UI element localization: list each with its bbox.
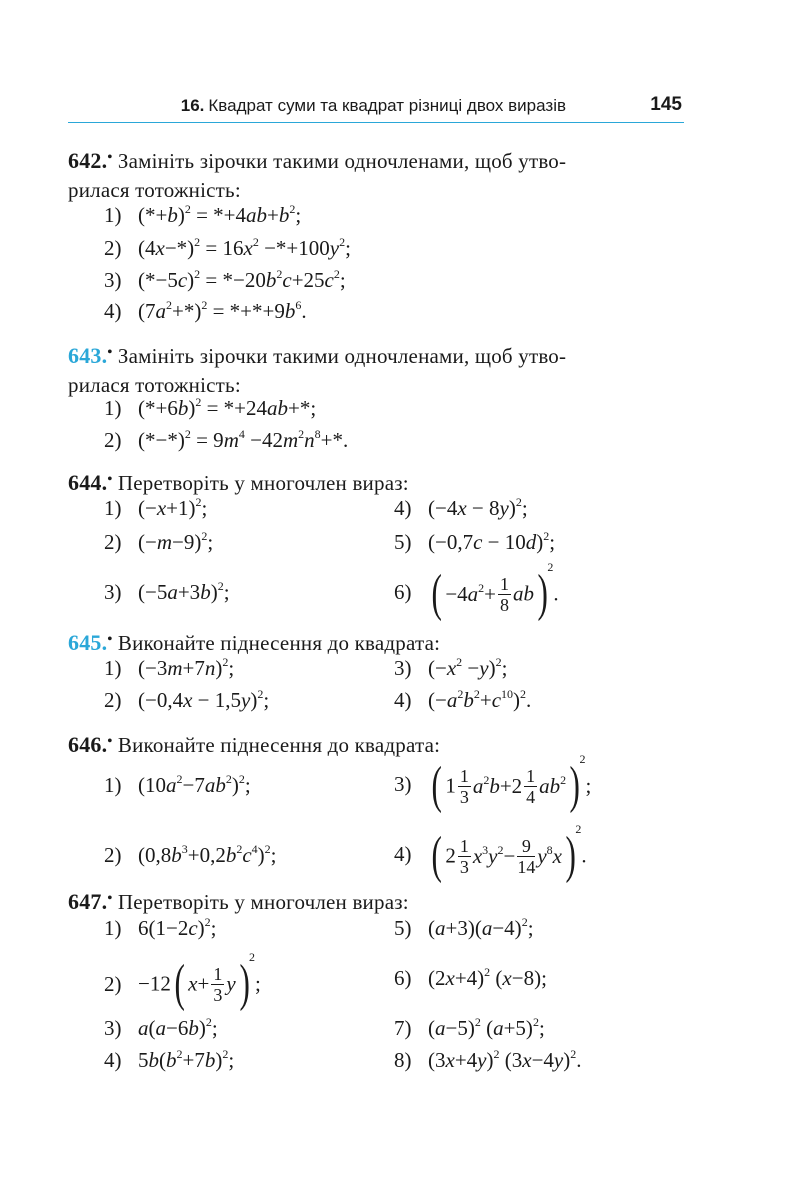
exercise-643: 643.• Замініть зірочки такими одночленами, щоб утво- рилася тотожність: [68,343,567,397]
section-number: 16. [180,96,205,115]
exercise-644: 644.• Перетворіть у многочлен вираз: [68,470,409,495]
task-644-1: 1) $(-x+1)^2$; [104,495,208,520]
task-646-3: 3) ( 1 $\frac{1}{3}$ $a^2b+2$ $\frac{1}{4}$ $ab^2)^2$; [394,752,592,815]
page-header [68,92,684,123]
task-644-2: 2) $(-m-9)^2$; [104,529,214,554]
exercise-645: 645.• Виконайте піднесення до квадрата: [68,630,441,655]
task-647-3: 3) $a(a-6b)^2$; [104,1015,218,1040]
task-647-1: 1) $6(1-2c)^2$; [104,915,217,940]
task-644-3: 3) $(-5a+3b)^2$; [104,579,230,604]
exercise-642: 642.• Замініть зірочки такими одночленами, щоб утво- рилася тотожність: [68,148,567,202]
task-647-2: 2) −12( x+ $\frac{1}{3}$ y)$^2$; [104,950,261,1013]
task-646-4: 4) ( 2 $\frac{1}{3}$ $x^3y^2-$ $\frac{9}{14}$ $y^8x)^2$. [394,822,587,885]
exercise-646: 646.• Виконайте піднесення до квадрата: [68,732,441,757]
exercise-text: Виконайте піднесення до квадрата: [117,733,441,757]
exercise-text: Перетворіть у многочлен вираз: [117,471,409,495]
exercise-text: Перетворіть у многочлен вираз: [117,890,409,914]
task-642-1: 1) $(*+b)^2 = *+4ab+b^2$; [104,202,302,227]
exercise-text: Замініть зірочки такими одночленами, щоб утво- [117,344,567,368]
task-642-2: 2) $(4x-*)^2 = 16x^2 -*+100y^2$; [104,235,351,260]
task-644-5: 5) $(-0,7c - 10d)^2$; [394,529,556,554]
task-645-3: 3) $(-x^2 -y)^2$; [394,655,508,680]
task-643-1: 1) $(*+6b)^2 = *+24ab+*$; [104,395,317,420]
exercise-number: 646. [68,732,108,757]
exercise-number: 643. [68,343,108,368]
exercise-number: 645. [68,630,108,655]
task-647-6: 6) $(2x+4)^2$ (x−8); [394,965,547,990]
exercise-text: Виконайте піднесення до квадрата: [117,631,441,655]
task-646-1: 1) $(10a^2-7ab^2)^2$; [104,772,251,797]
task-642-4: 4) $(7a^2+*)^2 = *+*+9b^6$. [104,298,307,323]
task-647-5: 5) $(a+3)(a-4)^2$; [394,915,534,940]
exercise-647: 647.• Перетворіть у многочлен вираз: [68,889,409,914]
exercise-text: рилася тотожність: [68,373,241,397]
exercise-text: Замініть зірочки такими одночленами, щоб утво- [117,149,567,173]
task-645-1: 1) $(-3m+7n)^2$; [104,655,235,680]
running-title [181,96,566,116]
task-646-2: 2) $(0,8b^3+0,2b^2c^4)^2$; [104,842,277,867]
exercise-number: 642. [68,148,108,173]
task-644-4: 4) $(-4x - 8y)^2$; [394,495,528,520]
task-647-7: 7) $(a-5)^2$ $(a+5)^2$; [394,1015,545,1040]
exercise-text: рилася тотожність: [68,178,241,202]
exercise-number: 644. [68,470,108,495]
task-644-6: 6) ( $-4a^2+$ $\frac{1}{8}$ ab)$^2$. [394,560,559,623]
section-title: Квадрат суми та квадрат різниці двох виразів [208,96,566,115]
task-643-2: 2) $(*-*)^2 = 9m^4 -42m^2n^8+*$. [104,427,349,452]
task-645-2: 2) $(-0,4x - 1,5y)^2$; [104,687,270,712]
task-642-3: 3) $(*-5c)^2 = *-20b^2c+25c^2$; [104,267,346,292]
task-647-4: 4) $5b(b^2+7b)^2$; [104,1047,235,1072]
page-number: 145 [650,94,682,115]
exercise-number: 647. [68,889,108,914]
task-645-4: 4) $(-a^2b^2+c^{10})^2$. [394,687,532,712]
task-647-8: 8) $(3x+4y)^2$ $(3x-4y)^2$. [394,1047,582,1072]
